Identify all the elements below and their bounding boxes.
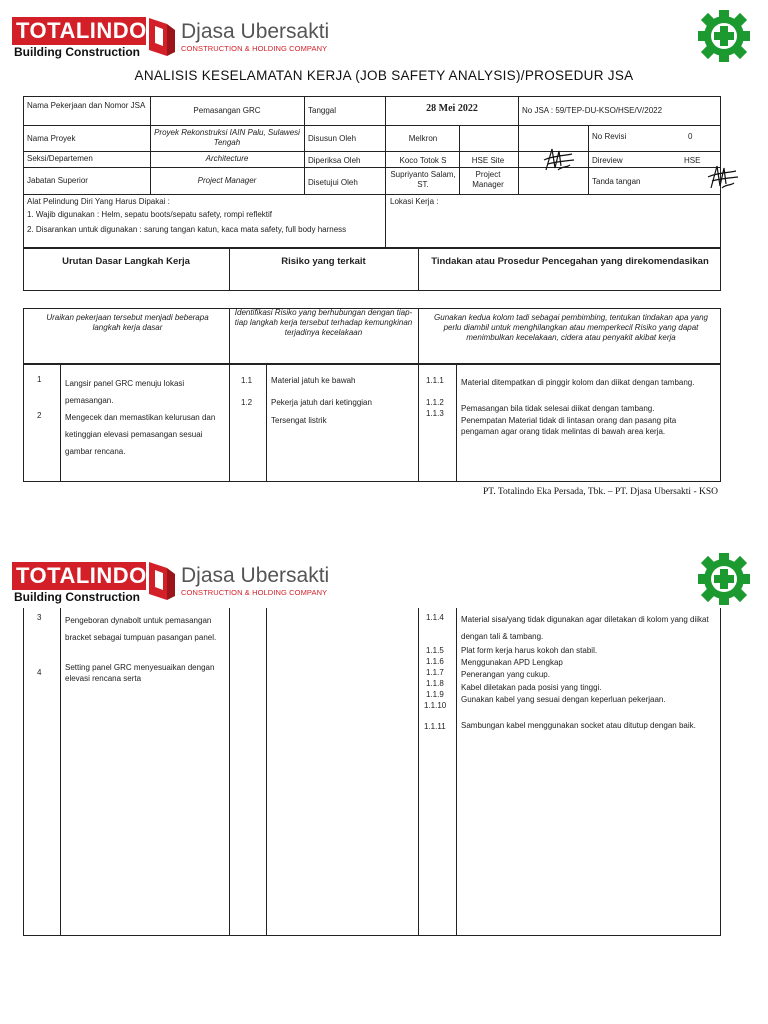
lokasi-label: Lokasi Kerja : [390,197,439,206]
subheader-langkah: Uraikan pekerjaan tersebut menjadi beberapa langkah kerja dasar [46,313,209,332]
totalindo-wordmark: TOTALINDO [12,17,146,45]
step-text: Mengecek dan memastikan kelurusan dan ketinggian elevasi pemasangan sesuai gambar rencana. [65,413,216,456]
action-no: 1.1.9 [426,690,444,699]
action-text: Sambungan kabel menggunakan socket atau ditutup dengan baik. [461,721,696,730]
disetujui-label: Disetujui Oleh [308,178,358,187]
totalindo-wordmark: TOTALINDO [12,562,146,590]
action-text: Penempatan Material tidak di lintasan orang dan pasang pita pengaman agar orang tidak melintas di bawah area kerja. [461,416,677,436]
action-text: Material ditempatkan di pinggir kolom dan diikat dengan tambang. [461,378,695,387]
disusun-value: Melkron [408,134,438,143]
action-no: 1.1.4 [426,613,444,622]
no-jsa: No JSA : 59/TEP-DU-KSO/HSE/V/2022 [522,106,663,115]
action-text: Pemasangan bila tidak selesai diikat dengan tambang. [461,404,655,413]
subheader-tindakan: Gunakan kedua kolom tadi sebagai pembimbing, tentukan tindakan apa yang perlu diambil untuk menghilangkan atau memperkecil Risiko yang dapat menimbulkan kecelakaan, cidera atau penyakit akibat kerja [434,313,708,342]
apd-item-2: 2. Disarankan untuk digunakan : sarung tangan katun, kaca mata safety, full body harness [27,225,347,234]
gear-cross-icon [697,552,751,606]
totalindo-logo [12,562,146,604]
jabatan-label: Jabatan Superior [27,176,88,185]
action-no: 1.1.5 [426,646,444,655]
action-text: Kabel diletakan pada posisi yang tinggi. [461,683,602,692]
totalindo-subtitle: Building Construction [14,45,140,59]
action-no: 1.1.7 [426,668,444,677]
diperiksa-value: Koco Totok S [399,156,447,165]
djasa-wordmark: Djasa Ubersakti [181,564,330,587]
totalindo-subtitle: Building Construction [14,590,140,604]
header-tindakan: Tindakan atau Prosedur Pencegahan yang direkomendasikan [431,256,709,267]
subheader-risiko: Identifikasi Risiko yang berhubungan dengan tiap-tiap langkah kerja tersebut terhadap kemungkinan terjadinya kecelakaan [234,308,413,337]
action-no: 1.1.11 [424,722,446,731]
seksi-label: Seksi/Departemen [27,154,93,163]
action-no: 1.1.8 [426,679,444,688]
action-no: 1.1.2 [426,398,444,407]
action-no: 1.1.3 [426,409,444,418]
disetujui-role: Project Manager [472,170,504,189]
seksi-value: Architecture [205,154,249,163]
djasa-subtitle: CONSTRUCTION & HOLDING COMPANY [181,588,328,597]
action-text: Plat form kerja harus kokoh dan stabil. [461,646,598,655]
djasa-mark-icon [147,560,177,602]
risk-no: 1.2 [241,398,253,407]
step-no: 4 [37,668,42,677]
header-risiko: Risiko yang terkait [281,256,366,267]
action-no: 1.1.10 [424,701,447,710]
step-text: Pengeboran dynabolt untuk pemasangan bracket sebagai tumpuan pasangan panel. [65,616,217,642]
column-header-row [23,248,721,291]
disetujui-value: Supriyanto Salam, ST. [390,170,456,189]
action-no: 1.1.6 [426,657,444,666]
tanggal-label: Tanggal [308,106,337,115]
direview-value: HSE [684,156,701,165]
risk-no: 1.1 [241,376,253,385]
page-title: ANALISIS KESELAMATAN KERJA (JOB SAFETY ANALYSIS)/PROSEDUR JSA [134,68,634,83]
direview-label: Direview [592,156,623,165]
nama-proyek-label: Nama Proyek [27,134,76,143]
nama-pekerjaan-value: Pemasangan GRC [193,106,261,115]
apd-item-1: 1. Wajib digunakan : Helm, sepatu boots/sepatu safety, rompi reflektif [27,210,273,219]
risk-text: Material jatuh ke bawah [271,376,356,385]
nama-pekerjaan-label: Nama Pekerjaan dan Nomor JSA [27,101,146,110]
djasa-logo-text [181,20,329,53]
step-no: 3 [37,613,42,622]
apd-title: Alat Pelindung Diri Yang Harus Dipakai : [27,197,170,206]
totalindo-logo [12,17,146,59]
action-no: 1.1.1 [426,376,444,385]
no-revisi-value: 0 [688,132,693,141]
action-text: Menggunakan APD Lengkap [461,658,563,667]
diperiksa-role: HSE Site [471,156,505,165]
action-text: Material sisa/yang tidak digunakan agar diletakan di kolom yang diikat dengan tali & tambang. [461,615,709,641]
djasa-mark-icon [147,16,177,58]
diperiksa-label: Diperiksa Oleh [308,156,361,165]
step-text: Setting panel GRC menyesuaikan dengan elevasi rencana serta [65,663,215,683]
page-footer: PT. Totalindo Eka Persada, Tbk. – PT. Djasa Ubersakti - KSO [482,487,718,497]
signature-icon [706,162,740,192]
disusun-label: Disusun Oleh [308,134,357,143]
signature-icon [542,146,576,174]
nama-proyek-value: Proyek Rekonstruksi IAIN Palu, Sulawesi Tengah [154,128,300,147]
step-no: 2 [37,411,42,420]
jabatan-value: Project Manager [197,176,257,185]
djasa-wordmark: Djasa Ubersakti [181,20,330,43]
risk-text: Pekerja jatuh dari ketinggian [271,398,372,407]
action-text: Gunakan kabel yang sesuai dengan keperluan pekerjaan. [461,695,666,704]
step-no: 1 [37,375,42,384]
tanggal-value: 28 Mei 2022 [426,103,478,114]
tanda-tangan-label: Tanda tangan [592,177,641,186]
risk-text: Tersengat listrik [271,416,327,425]
action-text: Penerangan yang cukup. [461,670,550,679]
gear-cross-icon [697,9,751,63]
header-langkah-kerja: Urutan Dasar Langkah Kerja [62,256,190,267]
no-revisi-label: No Revisi [592,132,627,141]
step-text: Langsir panel GRC menuju lokasi pemasangan. [65,379,185,405]
djasa-logo-text [181,564,329,597]
djasa-subtitle: CONSTRUCTION & HOLDING COMPANY [181,44,328,53]
